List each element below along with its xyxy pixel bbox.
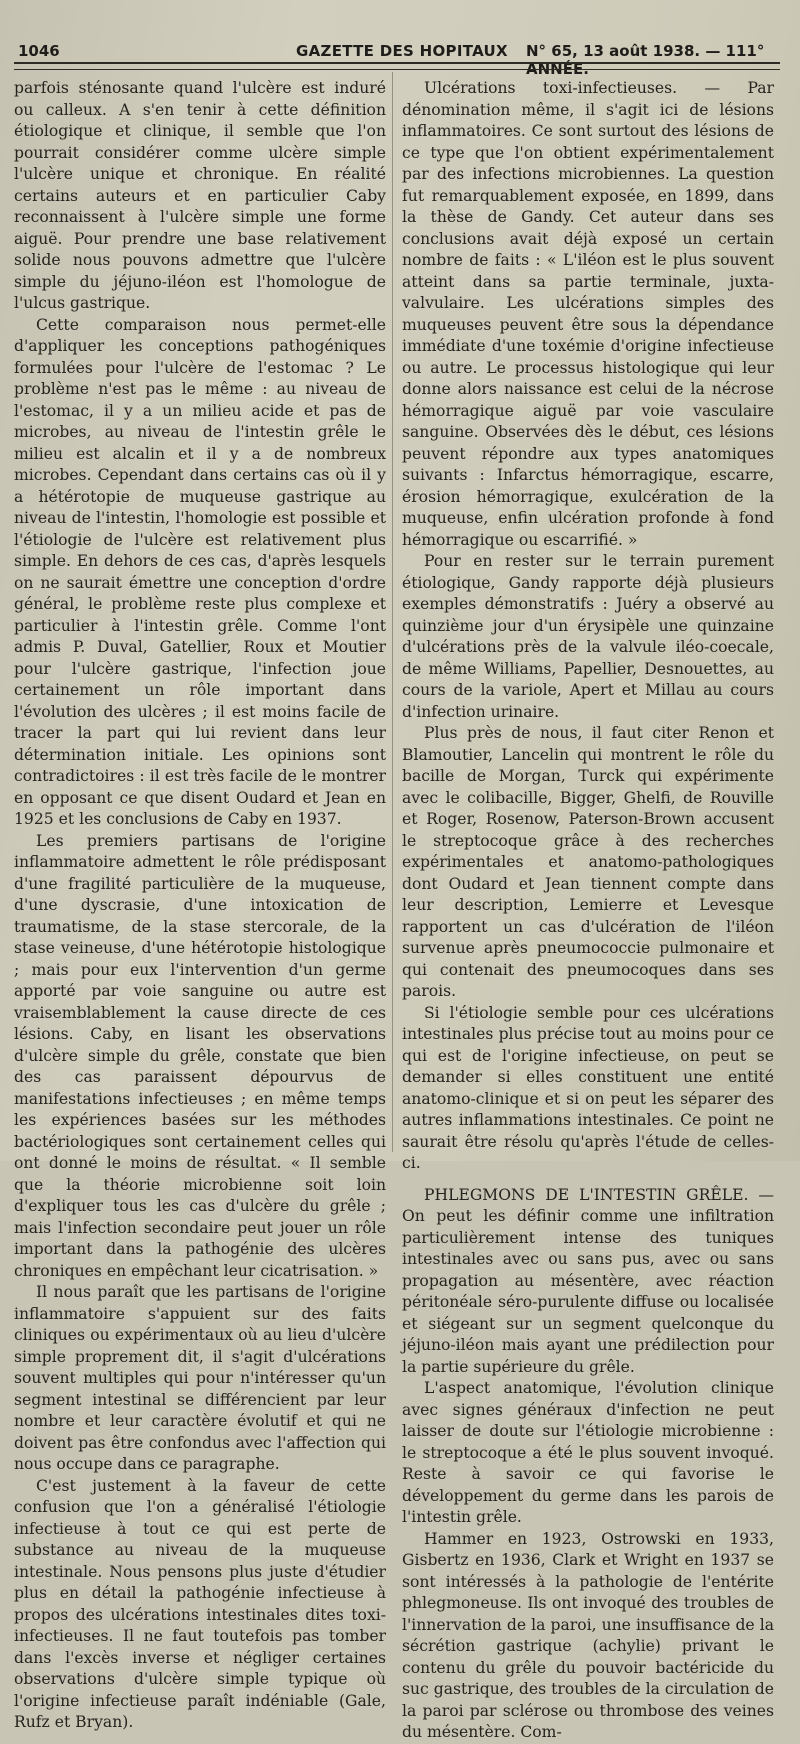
page-number: 1046: [18, 42, 60, 60]
paragraph: Les premiers partisans de l'origine inflammatoire admettent le rôle prédisposant d'une fragilité particulière de la muqueuse, d'une dyscrasie, d'une intoxication de traumatisme, de la stase stercorale, de la stase veineuse, d'une hétérotopie histologique ; mais pour eux l'intervention d'un germe apporté par voie sanguine ou autre est vraisemblablement la cause directe de ces lésions. Caby, en lisant les observations d'ulcère simple du grêle, constate que bien des cas paraissent dépourvus de manifestations infectieuses ; en même temps les expériences basées sur les méthodes bactériologiques sont certainement celles qui ont donné le moins de résultat. « Il semble que la théorie microbienne soit loin d'expliquer tous les cas d'ulcère du grêle ; mais l'infection secondaire peut jouer un rôle important dans la pathogénie des ulcères chroniques en empêchant leur cicatrisation. »: [14, 831, 386, 1280]
paragraph: Il nous paraît que les partisans de l'origine inflammatoire s'appuient sur des faits cliniques ou expérimentaux où au lieu d'ulcère simple proprement dit, il s'agit d'ulcérations souvent multiples qui pour n'intéresser qu'un segment intestinal se différencient par leur nombre et leur caractère évolutif et qui ne doivent pas être confondus avec l'affection qui nous occupe dans ce paragraphe.: [14, 1283, 386, 1473]
paragraph: Si l'étiologie semble pour ces ulcérations intestinales plus précise tout au moins pour ce qui est de l'origine infectieuse, on peut se demander si elles constituent une entité anatomo-clinique et si on peut les séparer des autres inflammations intestinales. Ce point ne saurait être résolu qu'après l'étude de celles-ci.: [402, 1003, 774, 1172]
paragraph: Plus près de nous, il faut citer Renon et Blamoutier, Lancelin qui montrent le rôle du bacille de Morgan, Turck qui expérimente avec le colibacille, Bigger, Ghelfi, de Rouville et Roger, Rosenow, Paterson-Brown accusent le streptocoque grâce à des recherches expérimentales et anatomo-pathologiques dont Oudard et Jean tiennent compte dans leur description, Lemierre et Levesque rapportent un cas d'ulcération de l'iléon survenue après pneumococcie pulmonaire et qui contenait des pneumocoques dans ses parois.: [402, 724, 774, 1000]
issue-info: N° 65, 13 août 1938. — 111° ANNÉE.: [526, 42, 765, 78]
paragraph: L'aspect anatomique, l'évolution clinique avec signes généraux d'infection ne peut laisser de doute sur l'étiologie microbienne : le streptocoque a été le plus souvent invoqué. Reste à savoir ce qui favorise le développement du germe dans les parois de l'intestin grêle.: [402, 1379, 774, 1526]
paragraph: Pour en rester sur le terrain purement étiologique, Gandy rapporte déjà plusieurs exemples démonstratifs : Juéry a observé au quinzième jour d'un érysipèle une quinzaine d'ulcérations près de la valvule iléo-coecale, de même Williams, Papellier, Desnouettes, au cours de la variole, Apert et Millau au cours d'infection urinaire.: [402, 552, 774, 721]
paragraph: C'est justement à la faveur de cette confusion que l'on a généralisé l'étiologie infectieuse à tout ce qui est perte de substance au niveau de la muqueuse intestinale. Nous pensons plus juste d'étudier plus en détail la pathogénie infectieuse à propos des ulcérations intestinales dites toxi-infectieuses. Il ne faut toutefois pas tomber dans l'excès inverse et négliger certaines observations d'ulcère simple typique où l'origine infectieuse paraît indéniable (Gale, Rufz et Bryan).: [14, 1476, 386, 1731]
column-divider: [392, 72, 393, 1152]
paragraph: Cette comparaison nous permet-elle d'appliquer les conceptions pathogéniques formulées pour l'ulcère de l'estomac ? Le problème n'est pas le même : au niveau de l'estomac, il y a un milieu acide et pas de microbes, au niveau de l'intestin grêle le milieu est alcalin et il y a de nombreux microbes. Cependant dans certains cas où il y a hétérotopie de muqueuse gastrique au niveau de l'intestin, l'homologie est possible et l'étiologie de l'ulcère est relativement plus simple. En dehors de ces cas, d'après lesquels on ne saurait émettre une conception d'ordre général, le problème reste plus complexe et particulier à l'intestin grêle. Comme l'ont admis P. Duval, Gatellier, Roux et Moutier pour l'ulcère gastrique, l'infection joue certainement un rôle important dans l'évolution des ulcères ; il est moins facile de tracer la part qui lui revient dans leur détermination initiale. Les opinions sont contradictoires : il est très facile de le montrer en opposant ce que disent Oudard et Jean en 1925 et les conclusions de Caby en 1937.: [14, 315, 386, 828]
section-heading-paragraph: PHLEGMONS DE L'INTESTIN GRÊLE. — On peut les définir comme une infiltration particulièrement intense des tuniques intestinales avec ou sans pus, avec ou sans propagation au mésentère, avec réaction péritonéale séro-purulente diffuse ou localisée et siégeant sur un segment quelconque du jéjuno-iléon mais ayant une prédilection pour la partie supérieure du grêle.: [402, 1185, 774, 1376]
left-column: [14, 78, 386, 1731]
journal-title: GAZETTE DES HOPITAUX: [296, 42, 508, 60]
paragraph: parfois sténosante quand l'ulcère est induré ou calleux. A s'en tenir à cette définition étiologique et clinique, il semble que l'on pourrait considérer comme ulcère simple l'ulcère unique et chronique. En réalité certains auteurs et en particulier Caby reconnaissent à l'ulcère simple une forme aiguë. Pour prendre une base relativement solide nous pouvons admettre que l'ulcère simple du jéjuno-iléon est l'homologue de l'ulcus gastrique.: [14, 79, 386, 312]
paragraph: Ulcérations toxi-infectieuses. — Par dénomination même, il s'agit ici de lésions inflammatoires. Ce sont surtout des lésions de ce type que l'on obtient expérimentalement par des infections microbiennes. La question fut remarquablement exposée, en 1899, dans la thèse de Gandy. Cet auteur dans ses conclusions avait déjà exposé un certain nombre de faits : « L'iléon est le plus souvent atteint dans sa partie terminale, juxta-valvulaire. Les ulcérations simples des muqueuses peuvent être sous la dépendance immédiate d'une toxémie d'origine infectieuse ou autre. Le processus histologique qui leur donne alors naissance est celui de la nécrose hémorragique aiguë par voie vasculaire sanguine. Observées dès le début, ces lésions peuvent répondre aux types anatomiques suivants : Infarctus hémorragique, escarre, érosion hémorragique, exulcération de la muqueuse, enfin ulcération profonde à fond hémorragique ou escarrifié. »: [402, 79, 774, 549]
header-rule: [14, 62, 780, 70]
paragraph: Hammer en 1923, Ostrowski en 1933, Gisbertz en 1936, Clark et Wright en 1937 se sont intéressés à la pathologie de l'entérite phlegmoneuse. Ils ont invoqué des troubles de l'innervation de la paroi, une insuffisance de la sécrétion gastrique (achylie) privant le contenu du grêle du pouvoir bactéricide du suc gastrique, des troubles de la circulation de la paroi par sclérose ou thrombose des veines du mésentère. Com-: [402, 1529, 774, 1741]
right-column: [402, 78, 774, 1741]
